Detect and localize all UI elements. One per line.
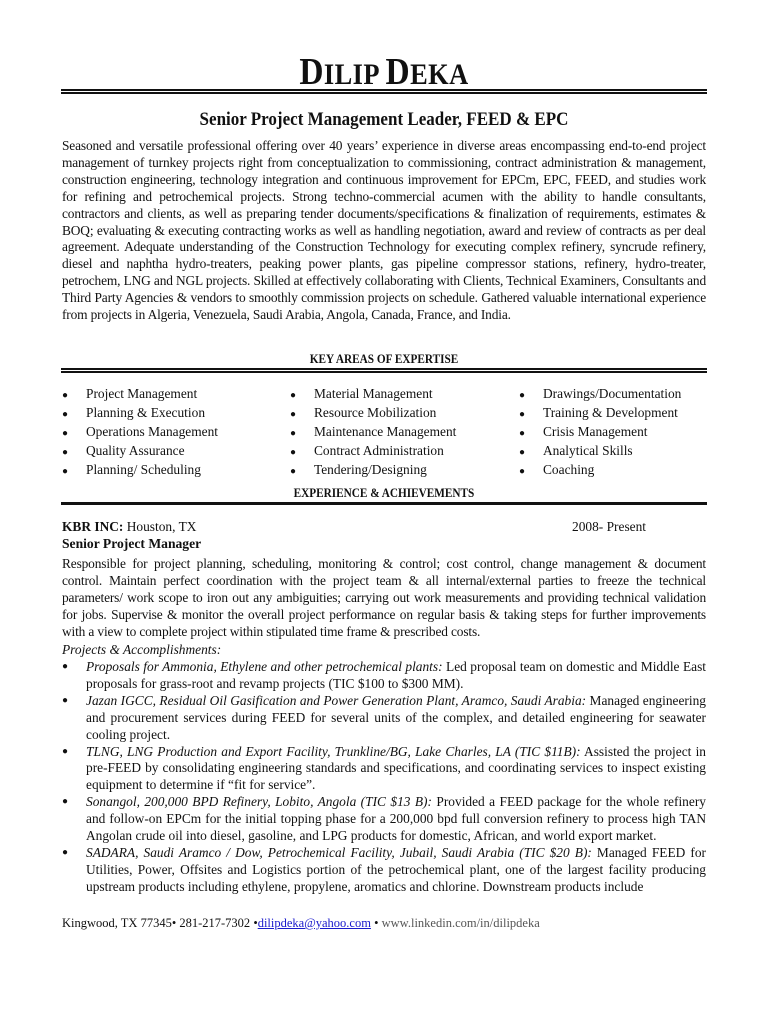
name-first-rest: ILIP: [323, 58, 379, 91]
bullet-icon: ●: [290, 408, 297, 420]
project-item: [62, 794, 706, 845]
company-location: Houston, TX: [123, 519, 197, 534]
project-title: TLNG, LNG Production and Export Facility, Trunkline/BG, Lake Charles, LA (TIC $11B):: [86, 743, 581, 759]
expertise-item: ● Material Management: [290, 386, 456, 405]
project-title: Jazan IGCC, Residual Oil Gasification and Power Generation Plant, Aramco, Saudi Arabia:: [86, 692, 587, 708]
expertise-column-1: [62, 386, 218, 481]
name-last-initial: D: [385, 51, 411, 93]
expertise-item: ● Contract Administration: [290, 443, 456, 462]
bullet-icon: ●: [62, 846, 69, 858]
candidate-name: [46, 50, 722, 94]
project-text: Led proposal team on domestic and Middle East proposals for grass-root and revamp projects (TIC $100 to $300 MM).: [86, 659, 706, 691]
bullet-icon: ●: [62, 408, 69, 420]
expertise-item: ● Drawings/Documentation: [519, 386, 681, 405]
expertise-item: ● Quality Assurance: [62, 443, 218, 462]
project-text: Managed engineering and procurement services during FEED for several units of the complex, and detailed engineering for seawater cooling project.: [86, 692, 706, 742]
bullet-icon: ●: [290, 390, 297, 401]
project-text: Managed FEED for Utilities, Power, Offsites and Logistics portion of the petrochemical plant, one of the largest facility producing upstream products including ethylene, propylene, aromatics and chlorine. Downstream products include: [86, 844, 706, 894]
phone-number: 281-217-7302: [179, 916, 251, 930]
bullet-icon: ●: [519, 446, 526, 458]
expertise-item: ● Training & Development: [519, 405, 681, 424]
company-name: KBR INC:: [62, 519, 124, 534]
expertise-item: ● Tendering/Designing: [290, 462, 456, 481]
expertise-item: ● Planning & Execution: [62, 405, 218, 424]
contact-footer: Kingwood, TX 77345• 281-217-7302 •dilipdeka@yahoo.com • www.linkedin.com/in/dilipdeka: [62, 916, 540, 930]
job-title: Senior Project Manager: [62, 536, 202, 551]
bullet-icon: ●: [290, 427, 297, 439]
bullet-icon: ●: [62, 694, 69, 706]
bullet-icon: ●: [62, 465, 69, 477]
project-title: SADARA, Saudi Aramco / Dow, Petrochemical Facility, Jubail, Saudi Arabia (TIC $20 B):: [86, 844, 592, 860]
expertise-section-title: KEY AREAS OF EXPERTISE: [309, 352, 459, 366]
summary-paragraph: Seasoned and versatile professional offering over 40 years’ experience in diverse areas encompassing end-to-end project management of turnkey projects right from conceptualization to commissioning, contract administration & management, construction engineering, technology integration and continuous improvement for EPCm, EPC, FEED, and studies work for refining and petrochemical projects. Strong techno-commercial acumen with the ability to handle consultants, contractors and clients, as well as preparing tender documents/specifications & finalization of requirements, estimates & BOQ; evaluating & executing contracting works as well as handling negotiation, award and review of contracts as per deal agreement. Adequate understanding of the Construction Technology for executing complex refinery, syncrude refinery, diesel and naphtha hydro-treaters, peaking power plants, gas pipeline compressor stations, refinery, hydro-treater, petrochem, LNG and NGL projects. Skilled at effectively collaborating with Clients, Technical Examiners, Consultants and Third Party Agencies & vendors to smoothly commission projects on schedule. Gathered valuable international experience from projects in Algeria, Venezuela, Saudi Arabia, Angola, Canada, France, and India.: [62, 138, 706, 323]
expertise-item: ● Analytical Skills: [519, 443, 681, 462]
expertise-item: ● Planning/ Scheduling: [62, 462, 218, 481]
project-title: Proposals for Ammonia, Ethylene and other petrochemical plants:: [86, 659, 443, 674]
expertise-item: ● Crisis Management: [519, 424, 681, 443]
expertise-item: ● Project Management: [62, 386, 218, 405]
name-first-initial: D: [299, 51, 324, 93]
project-text: Assisted the project in pre-FEED by consolidating engineering standards and specifications, and coordinating services to inspect existing equipment to determine if “fit for service”.: [86, 743, 706, 793]
expertise-item: ● Operations Management: [62, 424, 218, 443]
experience-divider: [61, 502, 707, 505]
bullet-icon: ●: [62, 390, 69, 401]
bullet-icon: ●: [519, 427, 526, 439]
headline: Senior Project Management Leader, FEED & EPC: [199, 110, 569, 130]
bullet-icon: ●: [62, 427, 69, 439]
bullet-icon: ●: [62, 796, 69, 808]
bullet-icon: ●: [290, 465, 297, 477]
expertise-item: ● Resource Mobilization: [290, 405, 456, 424]
bullet-icon: ●: [519, 408, 526, 420]
project-item: [62, 659, 706, 693]
projects-heading: Projects & Accomplishments:: [62, 642, 222, 657]
project-title: Sonangol, 200,000 BPD Refinery, Lobito, Angola (TIC $13 B):: [86, 794, 432, 810]
project-item: [62, 845, 706, 896]
project-text: Provided a FEED package for the whole refinery and follow-on EPCm for the initial topping phase for a 200,000 bpd full conversion refinery to process high TAN Angolan crude oil into diesel, gasoline, and LPG products for domestic, African, and world export market.: [86, 794, 706, 844]
expertise-item: ● Coaching: [519, 462, 681, 481]
expertise-divider: [61, 368, 707, 373]
name-last-rest: EKA: [410, 58, 469, 91]
bullet-icon: ●: [519, 390, 526, 401]
expertise-item: ● Maintenance Management: [290, 424, 456, 443]
bullet-icon: ●: [62, 446, 69, 458]
bullet-icon: ●: [62, 745, 69, 757]
expertise-column-2: [290, 386, 456, 481]
project-item: [62, 693, 706, 744]
bullet-icon: ●: [290, 446, 297, 458]
job-description: Responsible for project planning, scheduling, monitoring & control; cost control, change management & document control. Maintain perfect coordination with the project team & all internal/external parties to freeze the technical parameters/ work scope to iron out any ambiguities; carrying out work measurements and providing technical validation for jobs. Supervise & monitor the overall project performance on regular basis & taking steps for further improvements with a view to complete project within stipulated time frame & prescribed costs.: [62, 556, 706, 639]
linkedin-url[interactable]: www.linkedin.com/in/dilipdeka: [381, 916, 540, 930]
bullet-icon: ●: [62, 661, 69, 672]
email-link[interactable]: dilipdeka@yahoo.com: [257, 916, 371, 930]
expertise-column-3: [519, 386, 681, 481]
experience-section-title: EXPERIENCE & ACHIEVEMENTS: [293, 486, 475, 500]
employment-dates: 2008- Present: [572, 519, 647, 534]
header-divider: [61, 89, 707, 94]
project-item: [62, 744, 706, 795]
bullet-icon: ●: [519, 465, 526, 477]
projects-list: [62, 659, 706, 896]
address: Kingwood, TX 77345: [62, 916, 172, 930]
employer: [62, 519, 196, 535]
